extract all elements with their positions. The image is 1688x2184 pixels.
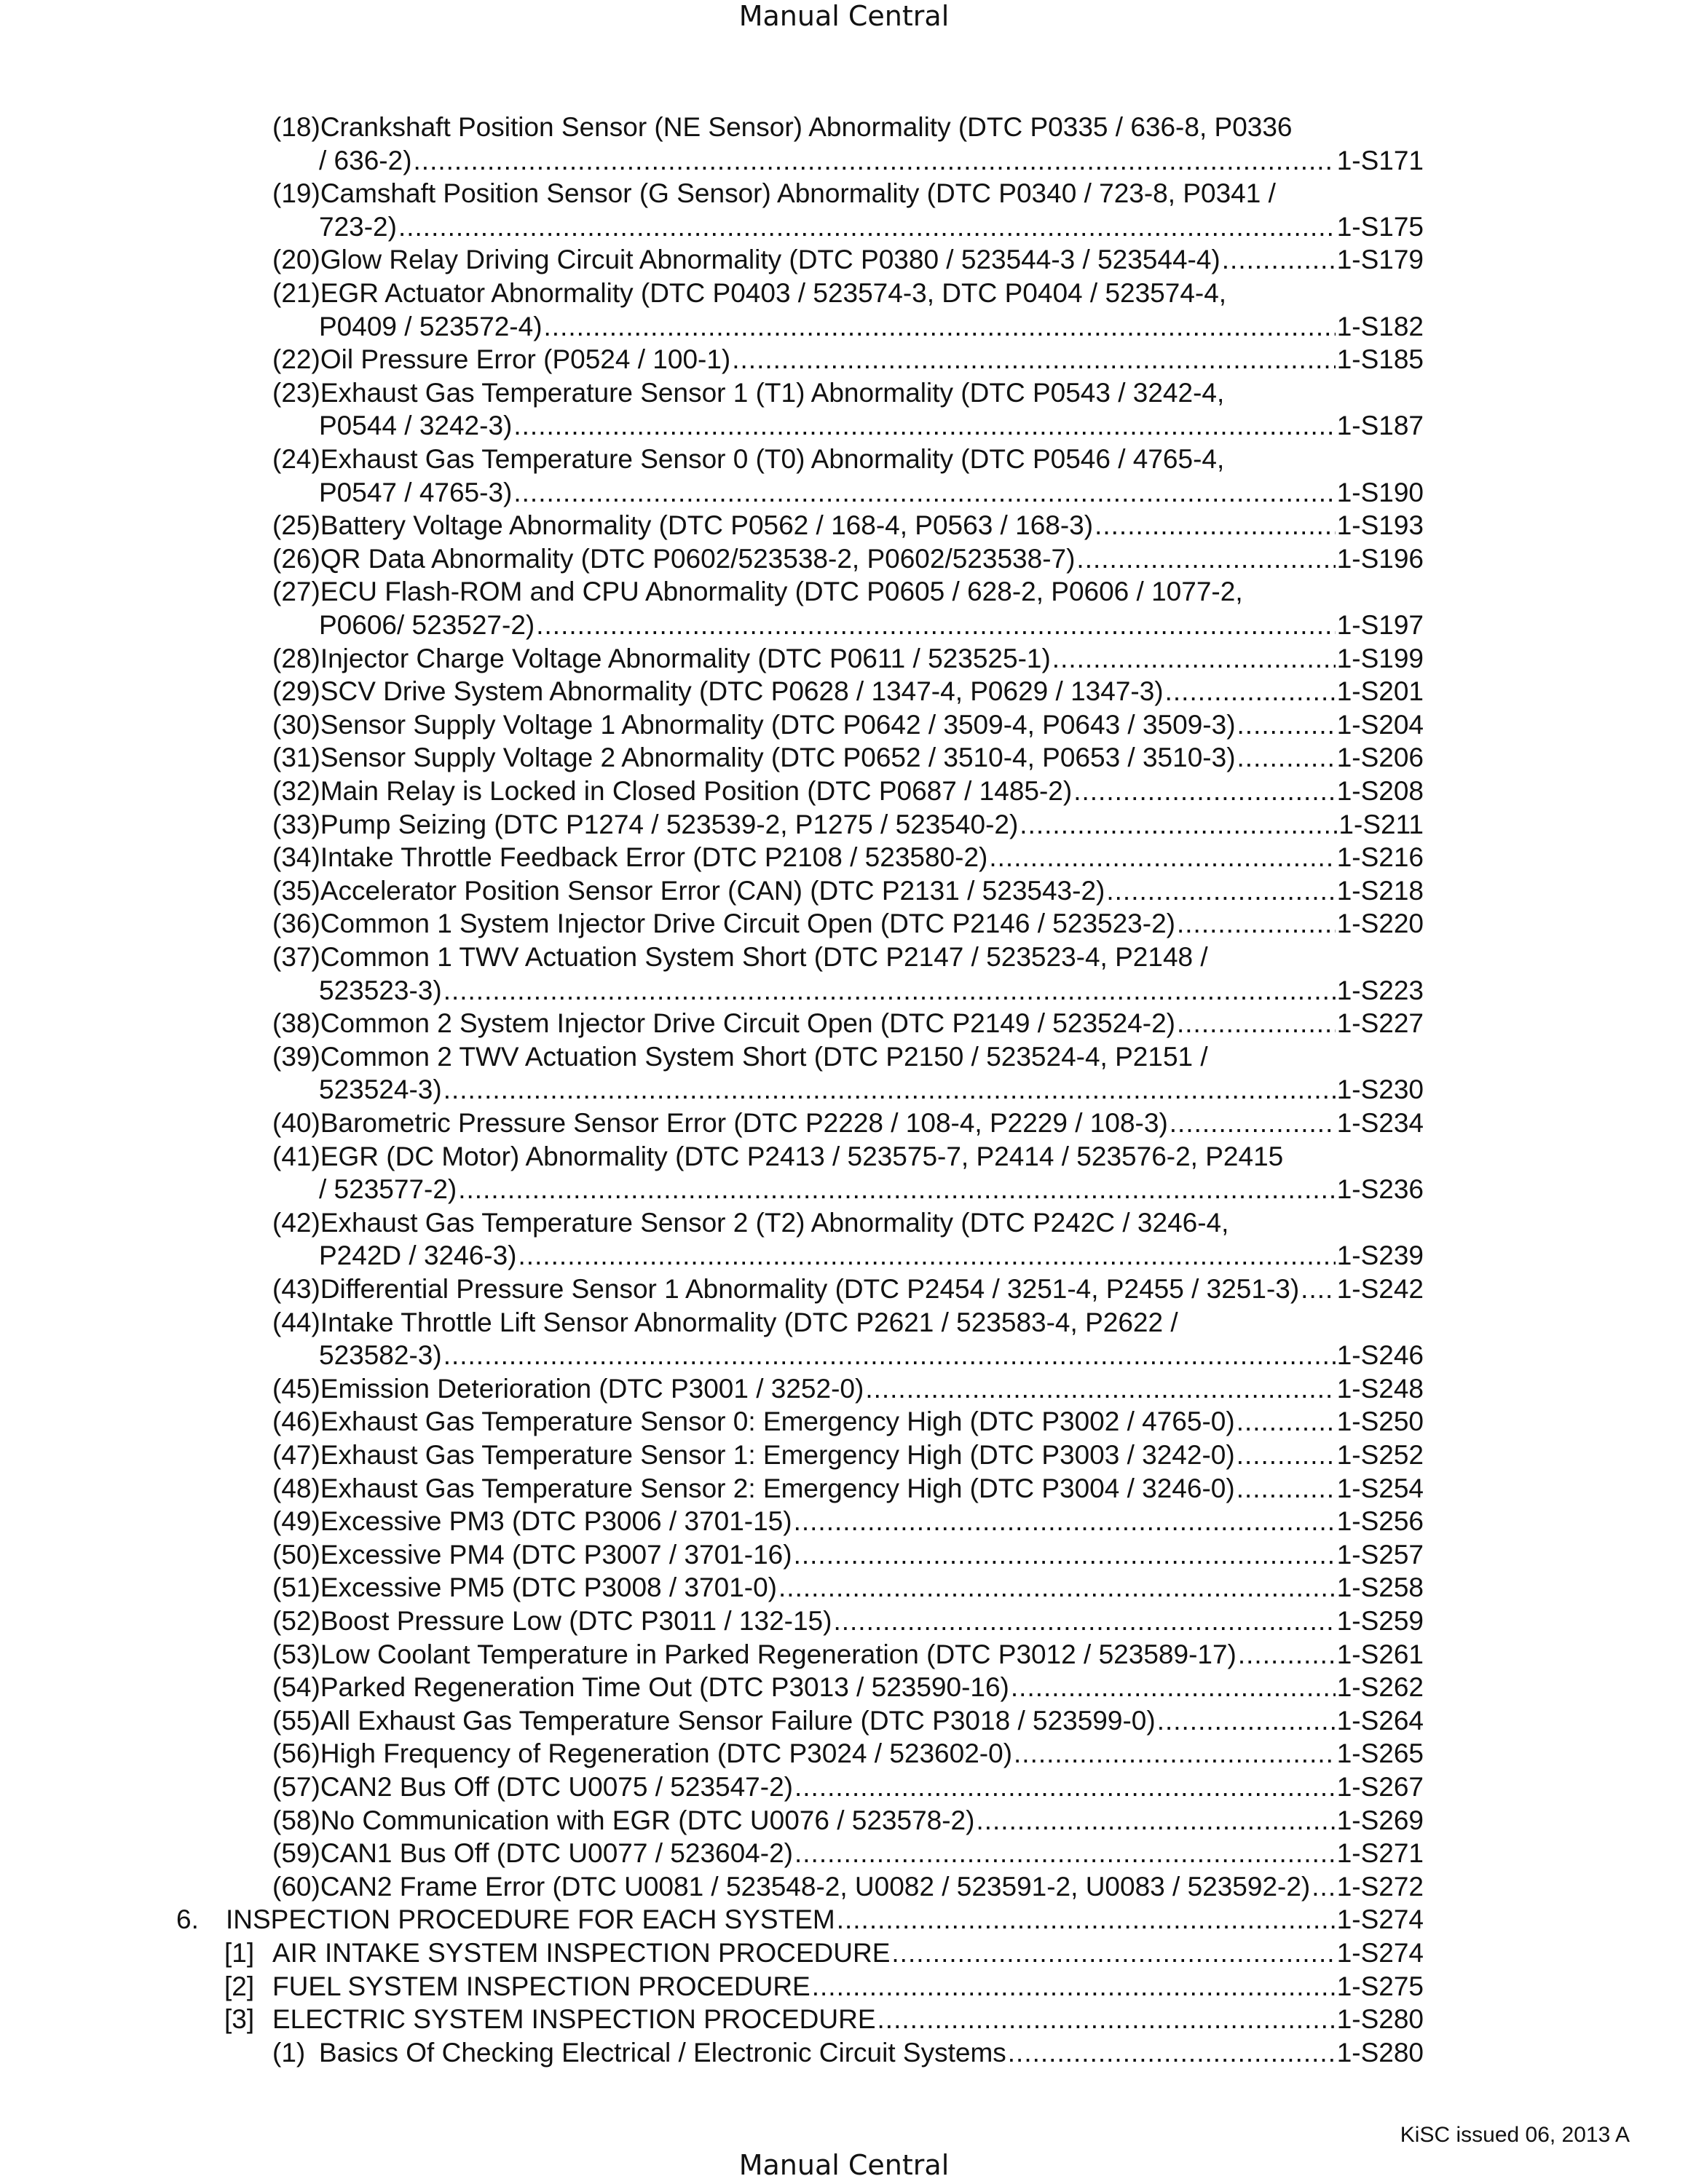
toc-entry-line-wrapped[interactable] <box>272 443 1424 476</box>
toc-entry-number: [3] <box>224 2004 255 2034</box>
toc-page-number: 1-S256 <box>1336 1506 1424 1536</box>
toc-entry-line-wrapped[interactable] <box>272 575 1424 609</box>
toc-entry-line[interactable] <box>272 775 1424 808</box>
toc-page-number: 1-S185 <box>1336 344 1424 374</box>
toc-entry-line[interactable] <box>272 1837 1424 1870</box>
toc-entry-line[interactable] <box>272 841 1424 874</box>
toc-page-number: 1-S206 <box>1336 743 1424 772</box>
toc-entry-line[interactable] <box>272 1870 1424 1904</box>
toc-page-number: 1-S187 <box>1336 411 1424 440</box>
toc-entry-number: [2] <box>224 1971 255 2001</box>
toc-entry-title: 523582-3) <box>319 1340 442 1370</box>
dot-leader <box>794 1837 1336 1870</box>
toc-entry-line[interactable] <box>272 1372 1424 1406</box>
toc-entry-title: AIR INTAKE SYSTEM INSPECTION PROCEDURE <box>272 1938 891 1968</box>
dot-leader <box>1238 1638 1336 1671</box>
toc-page-number: 1-S196 <box>1336 544 1424 574</box>
toc-entry-number: (1) <box>272 2038 306 2068</box>
toc-entry-title: Low Coolant Temperature in Parked Regeneration (DTC P3012 / 523589-17) <box>320 1639 1237 1669</box>
toc-page-number: 1-S259 <box>1336 1606 1424 1636</box>
toc-page-number: 1-S275 <box>1336 1971 1424 2001</box>
dot-leader <box>1222 243 1336 277</box>
toc-entry-line[interactable] <box>319 1173 1424 1206</box>
toc-entry-number: (24) <box>272 444 320 474</box>
dot-leader <box>1237 741 1336 775</box>
toc-entry-title: Intake Throttle Feedback Error (DTC P2108 / 523580-2) <box>320 842 988 872</box>
toc-entry-line[interactable] <box>272 874 1424 908</box>
toc-entry-title: No Communication with EGR (DTC U0076 / 523578-2) <box>320 1805 975 1835</box>
toc-page-number: 1-S264 <box>1336 1706 1424 1736</box>
dot-leader <box>443 1073 1336 1107</box>
toc-entry-title: SCV Drive System Abnormality (DTC P0628 / 1347-4, P0629 / 1347-3) <box>320 676 1164 706</box>
toc-page-number: 1-S252 <box>1336 1440 1424 1470</box>
toc-entry-number: (44) <box>272 1307 320 1337</box>
dot-leader <box>1177 1007 1336 1040</box>
toc-entry-line[interactable] <box>272 1704 1424 1738</box>
toc-entry-line[interactable] <box>272 2036 1424 2070</box>
dot-leader <box>443 974 1336 1008</box>
dot-leader <box>1052 642 1336 676</box>
page-footer: Manual Central <box>738 2149 950 2181</box>
dot-leader <box>1095 509 1336 542</box>
toc-entry-title: CAN2 Bus Off (DTC U0075 / 523547-2) <box>320 1772 793 1802</box>
toc-page-number: 1-S261 <box>1336 1639 1424 1669</box>
toc-entry-number: (43) <box>272 1274 320 1304</box>
toc-entry-title: Common 2 System Injector Drive Circuit Open (DTC P2149 / 523524-2) <box>320 1008 1175 1038</box>
toc-entry-line[interactable] <box>272 243 1424 277</box>
toc-entry-title: Sensor Supply Voltage 1 Abnormality (DTC P0642 / 3509-4, P0643 / 3509-3) <box>320 710 1236 740</box>
toc-entry-title: Intake Throttle Lift Sensor Abnormality (DTC P2621 / 523583-4, P2622 / <box>320 1307 1178 1337</box>
dot-leader <box>865 1372 1335 1406</box>
toc-entry-title: CAN1 Bus Off (DTC U0077 / 523604-2) <box>320 1838 793 1868</box>
dot-leader <box>833 1605 1335 1638</box>
toc-entry-title: EGR (DC Motor) Abnormality (DTC P2413 / 523575-7, P2414 / 523576-2, P2415 <box>320 1142 1284 1171</box>
toc-entry-title: Exhaust Gas Temperature Sensor 2: Emergency High (DTC P3004 / 3246-0) <box>320 1473 1235 1503</box>
toc-entry-line[interactable] <box>224 1970 1424 2003</box>
toc-entry-title: / 636-2) <box>319 146 412 175</box>
dot-leader <box>778 1571 1336 1605</box>
page-header: Manual Central <box>738 0 950 32</box>
dot-leader <box>989 841 1335 874</box>
toc-page-number: 1-S236 <box>1336 1174 1424 1204</box>
toc-entry-line-wrapped[interactable] <box>272 941 1424 974</box>
toc-page-number: 1-S246 <box>1336 1340 1424 1370</box>
toc-entry-title: Accelerator Position Sensor Error (CAN) (DTC P2131 / 523543-2) <box>320 876 1105 906</box>
toc-entry-number: (33) <box>272 810 320 839</box>
toc-entry-title: QR Data Abnormality (DTC P0602/523538-2, P0602/523538-7) <box>320 544 1076 574</box>
toc-entry-number: (45) <box>272 1374 320 1404</box>
toc-entry-line-wrapped[interactable] <box>272 111 1424 144</box>
toc-entry-number: (52) <box>272 1606 320 1636</box>
toc-entry-line[interactable] <box>319 1239 1424 1273</box>
toc-entry-line[interactable] <box>319 974 1424 1008</box>
toc-entry-number: (31) <box>272 743 320 772</box>
toc-page-number: 1-S197 <box>1336 610 1424 640</box>
toc-entry-title: Sensor Supply Voltage 2 Abnormality (DTC P0652 / 3510-4, P0653 / 3510-3) <box>320 743 1236 772</box>
toc-entry-title: FUEL SYSTEM INSPECTION PROCEDURE <box>272 1971 811 2001</box>
toc-page-number: 1-S220 <box>1336 909 1424 938</box>
dot-leader <box>458 1173 1335 1206</box>
toc-entry-title: 723-2) <box>319 212 397 242</box>
dot-leader <box>1073 775 1335 808</box>
toc-entry-line[interactable] <box>272 1538 1424 1572</box>
toc-entry-number: (35) <box>272 876 320 906</box>
toc-entry-line[interactable] <box>272 343 1424 376</box>
toc-page-number: 1-S171 <box>1336 146 1424 175</box>
toc-entry-line[interactable] <box>272 675 1424 708</box>
toc-entry-title: / 523577-2) <box>319 1174 457 1204</box>
dot-leader <box>891 1936 1335 1970</box>
toc-entry-title: Common 2 TWV Actuation System Short (DTC P2150 / 523524-4, P2151 / <box>320 1042 1208 1072</box>
toc-entry-number: (32) <box>272 776 320 806</box>
toc-page-number: 1-S271 <box>1336 1838 1424 1868</box>
toc-entry-title: Exhaust Gas Temperature Sensor 0 (T0) Abnormality (DTC P0546 / 4765-4, <box>320 444 1225 474</box>
dot-leader <box>732 343 1335 376</box>
toc-entry-number: (25) <box>272 510 320 540</box>
toc-entry-title: All Exhaust Gas Temperature Sensor Failure (DTC P3018 / 523599-0) <box>320 1706 1156 1736</box>
toc-entry-number: (53) <box>272 1639 320 1669</box>
dot-leader <box>794 1538 1336 1572</box>
dot-leader <box>1312 1870 1335 1904</box>
toc-entry-line-wrapped[interactable] <box>272 376 1424 410</box>
toc-entry-title: Common 1 TWV Actuation System Short (DTC P2147 / 523523-4, P2148 / <box>320 942 1208 972</box>
toc-page-number: 1-S223 <box>1336 976 1424 1005</box>
dot-leader <box>1157 1704 1336 1738</box>
toc-entry-number: (21) <box>272 278 320 308</box>
dot-leader <box>837 1903 1336 1936</box>
dot-leader <box>1170 1107 1336 1140</box>
dot-leader <box>1076 542 1335 576</box>
toc-entry-line[interactable] <box>319 1339 1424 1372</box>
toc-entry-title: High Frequency of Regeneration (DTC P3024 / 523602-0) <box>320 1738 1013 1768</box>
toc-entry-number: (28) <box>272 644 320 673</box>
toc-page-number: 1-S280 <box>1336 2004 1424 2034</box>
dot-leader <box>1237 1405 1336 1439</box>
dot-leader <box>812 1970 1336 2003</box>
toc-entry-title: Glow Relay Driving Circuit Abnormality (DTC P0380 / 523544-3 / 523544-4) <box>320 245 1220 274</box>
toc-entry-number: (23) <box>272 378 320 408</box>
toc-entry-line[interactable] <box>272 1439 1424 1472</box>
toc-entry-number: (26) <box>272 544 320 574</box>
toc-entry-line[interactable] <box>272 1804 1424 1837</box>
toc-page-number: 1-S262 <box>1336 1672 1424 1702</box>
toc-entry-number: (46) <box>272 1406 320 1436</box>
dot-leader <box>1177 907 1336 941</box>
toc-entry-line[interactable] <box>272 741 1424 775</box>
toc-entry-line-wrapped[interactable] <box>272 1140 1424 1174</box>
toc-entry-line-wrapped[interactable] <box>272 277 1424 310</box>
toc-page-number: 1-S254 <box>1336 1473 1424 1503</box>
toc-entry-number: (56) <box>272 1738 320 1768</box>
toc-page-number: 1-S175 <box>1336 212 1424 242</box>
dot-leader <box>1237 708 1336 742</box>
toc-page-number: 1-S274 <box>1336 1938 1424 1968</box>
toc-entry-line[interactable] <box>272 642 1424 676</box>
toc-entry-line[interactable] <box>272 1273 1424 1306</box>
toc-page-number: 1-S193 <box>1336 510 1424 540</box>
toc-entry-line-wrapped[interactable] <box>272 177 1424 210</box>
toc-entry-title: Crankshaft Position Sensor (NE Sensor) Abnormality (DTC P0335 / 636-8, P0336 <box>320 112 1293 142</box>
toc-entry-number: (27) <box>272 577 320 606</box>
toc-entry-number: (41) <box>272 1142 320 1171</box>
toc-entry-line[interactable] <box>272 1472 1424 1506</box>
toc-entry-number: (58) <box>272 1805 320 1835</box>
toc-entry-line[interactable] <box>319 409 1424 443</box>
toc-entry-title: P0409 / 523572-4) <box>319 312 543 341</box>
dot-leader <box>794 1770 1336 1804</box>
toc-page-number: 1-S179 <box>1336 245 1424 274</box>
toc-entry-number: (39) <box>272 1042 320 1072</box>
toc-entry-number: (38) <box>272 1008 320 1038</box>
toc-entry-number: (50) <box>272 1540 320 1570</box>
toc-entry-title: Boost Pressure Low (DTC P3011 / 132-15) <box>320 1606 832 1636</box>
toc-entry-title: Exhaust Gas Temperature Sensor 0: Emergency High (DTC P3002 / 4765-0) <box>320 1406 1235 1436</box>
dot-leader <box>1011 1671 1336 1704</box>
dot-leader <box>398 210 1336 244</box>
toc-entry-line[interactable] <box>272 1737 1424 1770</box>
dot-leader <box>1106 874 1335 908</box>
dot-leader <box>877 2003 1336 2036</box>
toc-entry-number: (48) <box>272 1473 320 1503</box>
toc-entry-title: Oil Pressure Error (P0524 / 100-1) <box>320 344 731 374</box>
toc-entry-number: (51) <box>272 1572 320 1602</box>
toc-entry-title: Exhaust Gas Temperature Sensor 2 (T2) Abnormality (DTC P242C / 3246-4, <box>320 1208 1229 1238</box>
toc-entry-title: EGR Actuator Abnormality (DTC P0403 / 523574-3, DTC P0404 / 523574-4, <box>320 278 1227 308</box>
issue-stamp: KiSC issued 06, 2013 A <box>1400 2123 1630 2147</box>
toc-entry-title: Pump Seizing (DTC P1274 / 523539-2, P1275 / 523540-2) <box>320 810 1019 839</box>
toc-entry-title: P0547 / 4765-3) <box>319 478 513 507</box>
toc-page-number: 1-S182 <box>1336 312 1424 341</box>
toc-entry-line[interactable] <box>272 1405 1424 1439</box>
toc-page-number: 1-S204 <box>1336 710 1424 740</box>
toc-entry-title: Camshaft Position Sensor (G Sensor) Abnormality (DTC P0340 / 723-8, P0341 / <box>320 178 1276 208</box>
dot-leader <box>414 144 1336 178</box>
dot-leader <box>1237 1439 1336 1472</box>
toc-entry-line[interactable] <box>272 1007 1424 1040</box>
toc-entry-title: P0606/ 523527-2) <box>319 610 535 640</box>
toc-entry-number: (19) <box>272 178 320 208</box>
toc-entry-title: ELECTRIC SYSTEM INSPECTION PROCEDURE <box>272 2004 876 2034</box>
toc-entry-title: Battery Voltage Abnormality (DTC P0562 / 168-4, P0563 / 168-3) <box>320 510 1094 540</box>
toc-page-number: 1-S230 <box>1336 1075 1424 1104</box>
toc-page-number: 1-S190 <box>1336 478 1424 507</box>
toc-entry-line[interactable] <box>224 2003 1424 2036</box>
toc-entry-line[interactable] <box>272 542 1424 576</box>
toc-entry-title: Parked Regeneration Time Out (DTC P3013 / 523590-16) <box>320 1672 1009 1702</box>
toc-entry-number: [1] <box>224 1938 255 1968</box>
toc-page-number: 1-S199 <box>1336 644 1424 673</box>
toc-page-number: 1-S257 <box>1336 1540 1424 1570</box>
toc-entry-title: Excessive PM4 (DTC P3007 / 3701-16) <box>320 1540 792 1570</box>
toc-entry-title: ECU Flash-ROM and CPU Abnormality (DTC P0605 / 628-2, P0606 / 1077-2, <box>320 577 1243 606</box>
toc-entry-number: (36) <box>272 909 320 938</box>
toc-entry-number: (37) <box>272 942 320 972</box>
toc-entry-title: Basics Of Checking Electrical / Electronic Circuit Systems <box>319 2038 1006 2068</box>
toc-entry-line[interactable] <box>224 1936 1424 1970</box>
toc-entry-line[interactable] <box>272 1671 1424 1704</box>
toc-entry-title: P242D / 3246-3) <box>319 1241 517 1270</box>
toc-entry-title: 523523-3) <box>319 976 442 1005</box>
toc-entry-title: Excessive PM3 (DTC P3006 / 3701-15) <box>320 1506 792 1536</box>
toc-entry-number: (18) <box>272 112 320 142</box>
toc-entry-title: Exhaust Gas Temperature Sensor 1: Emergency High (DTC P3003 / 3242-0) <box>320 1440 1235 1470</box>
toc-page-number: 1-S258 <box>1336 1572 1424 1602</box>
toc-page-number: 1-S265 <box>1336 1738 1424 1768</box>
toc-entry-line[interactable] <box>319 210 1424 244</box>
dot-leader <box>1008 2036 1336 2070</box>
toc-page-number: 1-S208 <box>1336 776 1424 806</box>
toc-entry-line[interactable] <box>272 1638 1424 1671</box>
toc-page-number: 1-S274 <box>1336 1904 1424 1934</box>
toc-entry-title: P0544 / 3242-3) <box>319 411 513 440</box>
toc-entry-number: (55) <box>272 1706 320 1736</box>
dot-leader <box>513 476 1335 510</box>
toc-entry-line[interactable] <box>272 808 1424 842</box>
toc-entry-line[interactable] <box>176 1903 1424 1936</box>
toc-entry-line[interactable] <box>319 1073 1424 1107</box>
toc-entry-number: (60) <box>272 1872 320 1902</box>
dot-leader <box>536 609 1335 642</box>
dot-leader <box>518 1239 1336 1273</box>
toc-entry-number: (49) <box>272 1506 320 1536</box>
toc-entry-number: (22) <box>272 344 320 374</box>
toc-entry-title: Differential Pressure Sensor 1 Abnormality (DTC P2454 / 3251-4, P2455 / 3251-3) <box>320 1274 1300 1304</box>
toc-entry-number: (42) <box>272 1208 320 1238</box>
toc-page-number: 1-S272 <box>1336 1872 1424 1902</box>
dot-leader <box>1165 675 1336 708</box>
toc-entry-line[interactable] <box>319 476 1424 510</box>
toc-page-number: 1-S242 <box>1336 1274 1424 1304</box>
toc-page-number: 1-S280 <box>1336 2038 1424 2068</box>
dot-leader <box>794 1505 1336 1538</box>
toc-page-number: 1-S267 <box>1336 1772 1424 1802</box>
toc-entry-number: (57) <box>272 1772 320 1802</box>
toc-entry-number: (30) <box>272 710 320 740</box>
toc-page-number: 1-S250 <box>1336 1406 1424 1436</box>
toc-entry-line-wrapped[interactable] <box>272 1206 1424 1240</box>
toc-page-number: 1-S218 <box>1336 876 1424 906</box>
toc-entry-number: (59) <box>272 1838 320 1868</box>
toc-page-number: 1-S269 <box>1336 1805 1424 1835</box>
dot-leader <box>976 1804 1335 1837</box>
toc-page-number: 1-S234 <box>1336 1108 1424 1138</box>
dot-leader <box>1301 1273 1336 1306</box>
toc-entry-number: (34) <box>272 842 320 872</box>
toc-entry-title: Exhaust Gas Temperature Sensor 1 (T1) Abnormality (DTC P0543 / 3242-4, <box>320 378 1225 408</box>
toc-entry-line[interactable] <box>272 1571 1424 1605</box>
toc-entry-line[interactable] <box>319 144 1424 178</box>
toc-entry-number: (40) <box>272 1108 320 1138</box>
toc-entry-title: Excessive PM5 (DTC P3008 / 3701-0) <box>320 1572 778 1602</box>
toc-page-number: 1-S201 <box>1336 676 1424 706</box>
toc-entry-line-wrapped[interactable] <box>272 1040 1424 1074</box>
toc-entry-title: CAN2 Frame Error (DTC U0081 / 523548-2, U0082 / 523591-2, U0083 / 523592-2) <box>320 1872 1311 1902</box>
toc-entry-line[interactable] <box>319 310 1424 344</box>
toc-page-number: 1-S216 <box>1336 842 1424 872</box>
toc-entry-line[interactable] <box>272 1107 1424 1140</box>
toc-entry-title: Common 1 System Injector Drive Circuit Open (DTC P2146 / 523523-2) <box>320 909 1175 938</box>
toc-entry-line[interactable] <box>272 1505 1424 1538</box>
dot-leader <box>1014 1737 1336 1770</box>
toc-entry-line[interactable] <box>272 708 1424 742</box>
toc-entry-line[interactable] <box>272 907 1424 941</box>
dot-leader <box>544 310 1336 344</box>
dot-leader <box>443 1339 1336 1372</box>
dot-leader <box>1237 1472 1336 1506</box>
toc-entry-title: INSPECTION PROCEDURE FOR EACH SYSTEM <box>226 1904 835 1934</box>
toc-entry-title: 523524-3) <box>319 1075 442 1104</box>
toc-page-number: 1-S227 <box>1336 1008 1424 1038</box>
toc-entry-line-wrapped[interactable] <box>272 1306 1424 1340</box>
toc-entry-number: (20) <box>272 245 320 274</box>
dot-leader <box>1019 808 1337 842</box>
toc-entry-line[interactable] <box>272 1770 1424 1804</box>
toc-entry-number: (54) <box>272 1672 320 1702</box>
toc-page-number: 1-S248 <box>1336 1374 1424 1404</box>
toc-entry-title: Main Relay is Locked in Closed Position (DTC P0687 / 1485-2) <box>320 776 1073 806</box>
toc-entry-number: (29) <box>272 676 320 706</box>
toc-entry-title: Emission Deterioration (DTC P3001 / 3252-0) <box>320 1374 864 1404</box>
toc-entry-title: Barometric Pressure Sensor Error (DTC P2228 / 108-4, P2229 / 108-3) <box>320 1108 1168 1138</box>
toc-entry-number: (47) <box>272 1440 320 1470</box>
dot-leader <box>513 409 1335 443</box>
toc-entry-title: Injector Charge Voltage Abnormality (DTC P0611 / 523525-1) <box>320 644 1051 673</box>
toc-page-number: 1-S239 <box>1336 1241 1424 1270</box>
toc-entry-number: 6. <box>176 1904 199 1934</box>
toc-entry-line[interactable] <box>272 1605 1424 1638</box>
toc-page-number: 1-S211 <box>1338 810 1424 839</box>
toc-entry-line[interactable] <box>319 609 1424 642</box>
toc-entry-line[interactable] <box>272 509 1424 542</box>
